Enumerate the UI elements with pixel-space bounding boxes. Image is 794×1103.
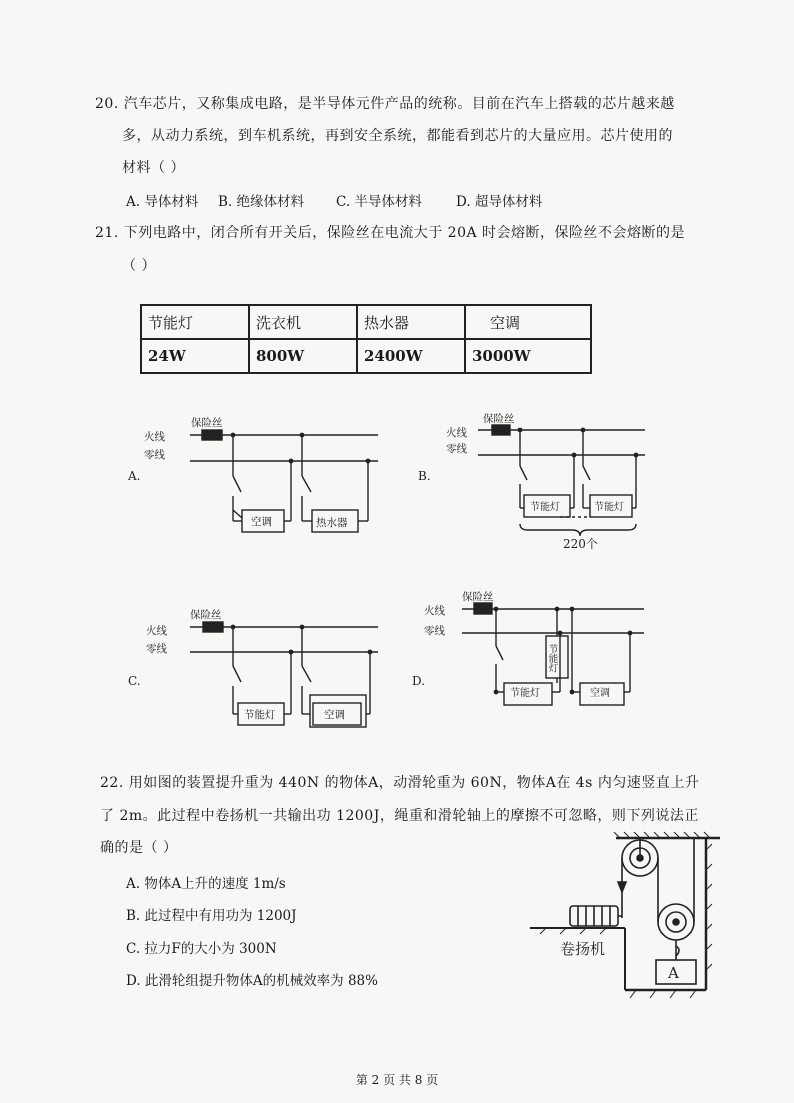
load-label: 空调 <box>590 688 610 699</box>
live-label: 火线 <box>146 625 167 637</box>
load-label: 热水器 <box>316 517 348 529</box>
load-label: 节能灯 <box>594 502 624 513</box>
circuit-b <box>478 425 645 536</box>
table-cell: 24W <box>141 339 249 373</box>
neutral-label: 零线 <box>144 449 165 461</box>
winch-label: 卷扬机 <box>560 940 606 958</box>
power-table-header-row <box>141 305 591 339</box>
live-label: 火线 <box>144 431 165 443</box>
q20-option-d: D. 超导体材料 <box>456 194 543 210</box>
load-label: 空调 <box>251 516 272 528</box>
q22-option-d: D. 此滑轮组提升物体A的机械效率为 88% <box>126 973 378 989</box>
fuse-label: 保险丝 <box>483 413 515 425</box>
table-cell: 3000W <box>465 339 591 373</box>
q22-option-a: A. 物体A上升的速度 1m/s <box>126 876 286 892</box>
table-cell: 节能灯 <box>141 305 249 339</box>
block-label: A <box>668 964 679 982</box>
q20-option-a: A. 导体材料 <box>126 194 199 210</box>
pulley-figure <box>530 830 730 1005</box>
q22-line1: 22. 用如图的装置提升重为 440N 的物体A，动滑轮重为 60N，物体A在 4s 内匀速竖直上升 <box>100 775 700 791</box>
q22-line3: 确的是（ ） <box>100 840 178 856</box>
fuse-label: 保险丝 <box>191 417 223 429</box>
circuit-a <box>190 430 378 532</box>
neutral-label: 零线 <box>446 443 467 455</box>
q20-line1: 20. 汽车芯片，又称集成电路，是半导体元件产品的统称。目前在汽车上搭载的芯片越来越 <box>95 96 675 112</box>
table-cell: 2400W <box>357 339 465 373</box>
q22-option-c: C. 拉力F的大小为 300N <box>126 941 277 957</box>
q20-option-c: C. 半导体材料 <box>336 194 422 210</box>
table-cell: 洗衣机 <box>249 305 357 339</box>
page-footer: 第 2 页 共 8 页 <box>355 1073 439 1087</box>
q21-line2: （ ） <box>122 258 156 274</box>
load-label: 节能灯 <box>510 688 540 699</box>
q22-line2: 了 2m。此过程中卷扬机一共输出功 1200J，绳重和滑轮轴上的摩擦不可忽略，则下列说法正 <box>100 808 699 824</box>
q20-line3: 材料（ ） <box>122 160 185 176</box>
circuit-c-label: C. <box>128 674 141 688</box>
neutral-label: 零线 <box>424 625 445 637</box>
load-label: 节能灯 <box>244 709 276 721</box>
q21-line1: 21. 下列电路中，闭合所有开关后，保险丝在电流大于 20A 时会熔断，保险丝不会熔断的是 <box>95 225 686 241</box>
circuit-d-label: D. <box>412 674 426 688</box>
q20-line2: 多，从动力系统，到车机系统，再到安全系统，都能看到芯片的大量应用。芯片使用的 <box>122 128 673 144</box>
load-label: 空调 <box>324 709 345 721</box>
circuit-a-label: A. <box>128 469 141 483</box>
q20-option-b: B. 绝缘体材料 <box>218 194 305 210</box>
fuse-label: 保险丝 <box>190 609 222 621</box>
circuit-diagrams <box>0 400 794 740</box>
table-cell: 空调 <box>465 305 591 339</box>
lamp-count: 220个 <box>563 537 598 551</box>
table-cell: 热水器 <box>357 305 465 339</box>
table-cell: 800W <box>249 339 357 373</box>
live-label: 火线 <box>424 605 445 617</box>
power-table <box>140 304 592 374</box>
load-label: 节能灯 <box>530 502 560 513</box>
live-label: 火线 <box>446 427 467 439</box>
load-label: 节能灯 <box>546 644 558 673</box>
q22-option-b: B. 此过程中有用功为 1200J <box>126 908 297 924</box>
power-table-value-row <box>141 339 591 373</box>
circuit-b-label: B. <box>418 469 431 483</box>
circuit-c <box>190 622 378 727</box>
fuse-label: 保险丝 <box>462 591 494 603</box>
neutral-label: 零线 <box>146 643 167 655</box>
